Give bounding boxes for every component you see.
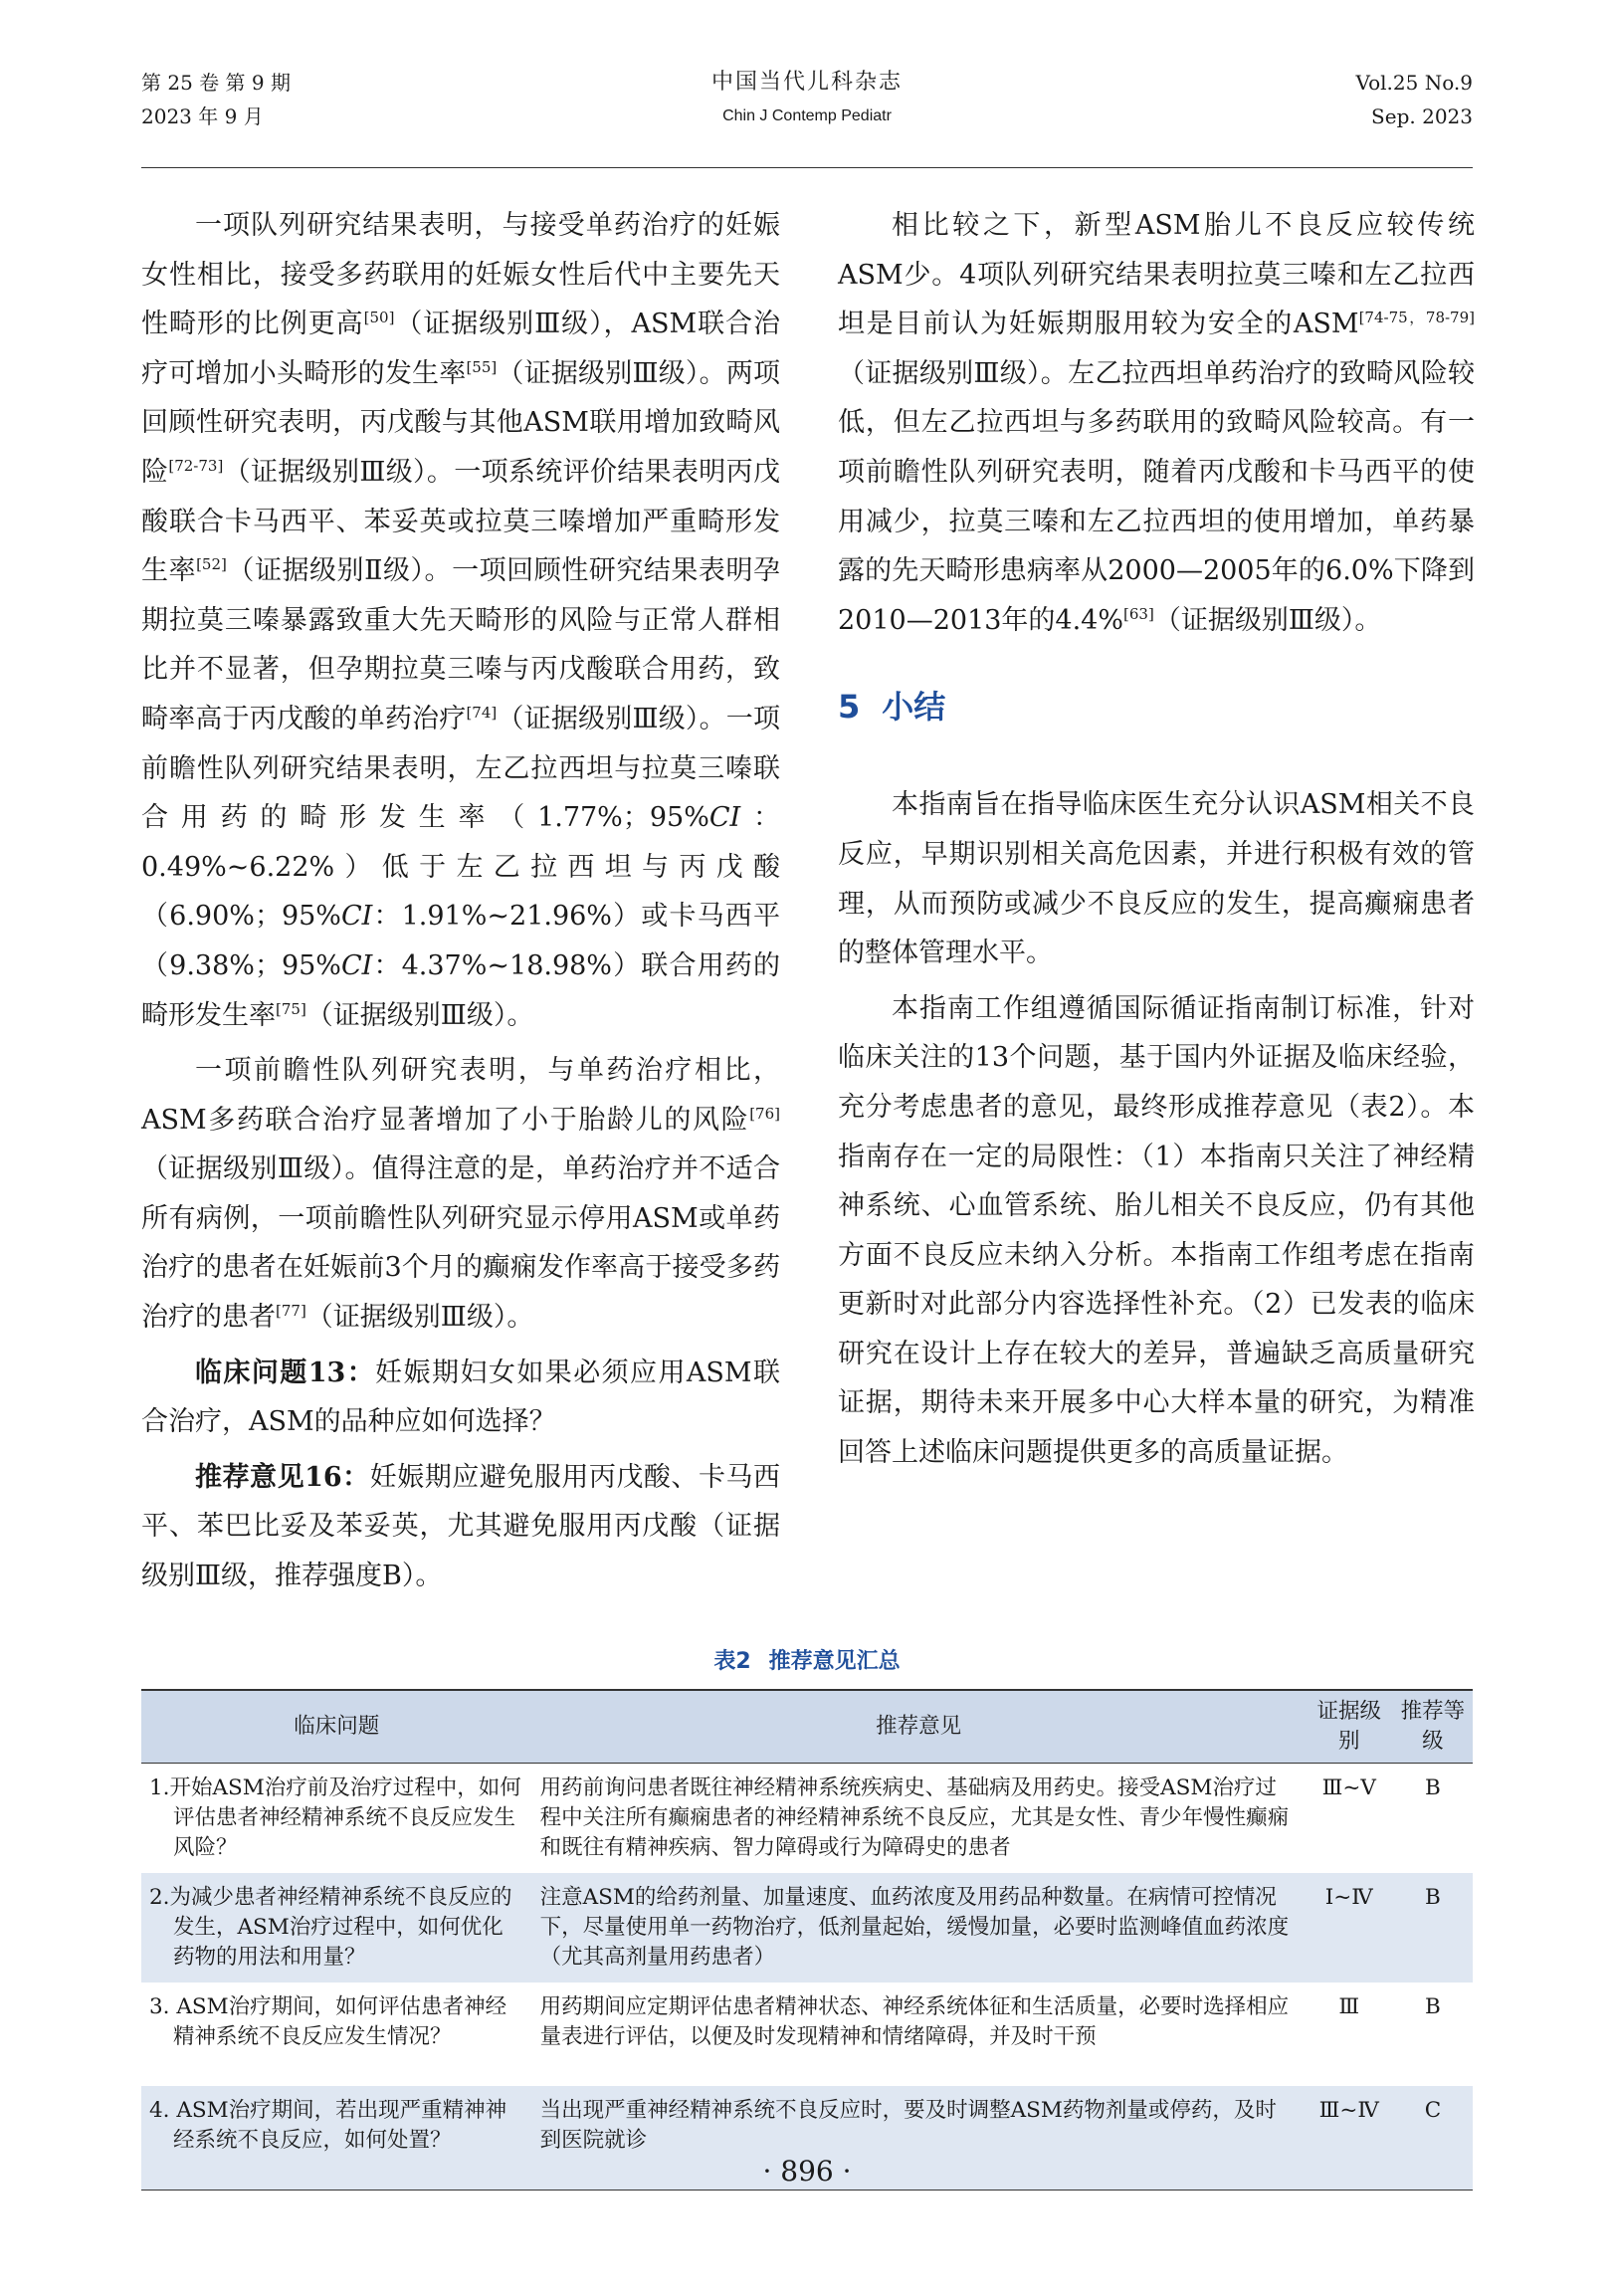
section-title: 小结 [882,688,946,727]
text-run: （证据级别Ⅲ级）。左乙拉西坦单药治疗的致畸风险较低，但左乙拉西坦与多药联用的致畸风险较高。有一项前瞻性队列研究表明，随着丙戊酸和卡马西平的使用减少，拉莫三嗪和左乙拉西坦的使用增加，单药暴露的先天畸形患病率从2000—2005年的6.0%下降到2010—2013年的4.4% [838,357,1475,636]
text-run: 一项前瞻性队列研究表明，与单药治疗相比，ASM多药联合治疗显著增加了小于胎龄儿的风险 [141,1055,780,1136]
recommendation-cell: 当出现严重神经精神系统不良反应时，要及时调整ASM药物剂量或停药，及时到医院就诊 [539,2098,1277,2153]
journal-title-cn: 中国当代儿科杂志 [710,70,903,95]
column-header: 推荐等级 [1400,1699,1466,1754]
clinical-question-13 [141,1349,780,1447]
text-run: （证据级别Ⅱ级）。一项回顾性研究结果表明孕期拉莫三嗪暴露致重大先天畸形的风险与正常人群相比并不显著，但孕期拉莫三嗪与丙戊酸联合用药，致畸率高于丙戊酸的单药治疗 [141,555,780,734]
citation: [72-73] [168,456,224,475]
citation: [76] [749,1104,780,1123]
citation: [75] [276,999,306,1018]
citation: [74-75，78-79] [1358,309,1475,327]
citation: [52] [196,555,227,574]
text-run: 相比较之下，新型ASM胎儿不良反应较传统ASM少。4项队列研究结果表明拉莫三嗪和左乙拉西坦是目前认为妊娠期服用较为安全的ASM [838,210,1475,340]
citation: [77] [276,1302,306,1321]
section-number: 5 [838,688,861,727]
recommendation-16 [141,1453,780,1601]
column-header: 临床问题 [294,1714,380,1739]
evidence-level-cell: Ⅲ [1338,1994,1360,2019]
recommendation-text: 妊娠期应避免服用丙戊酸、卡马西平、苯巴比妥及苯妥英，尤其避免服用丙戊酸（证据级别Ⅲ级，推荐强度B）。 [141,1461,780,1592]
text-run: （证据级别Ⅲ级）。值得注意的是，单药治疗并不适合所有病例，一项前瞻性队列研究显示停用ASM或单药治疗的患者在妊娠前3个月的癫痫发作率高于接受多药治疗的患者 [141,1153,780,1334]
right-column [838,201,1475,1478]
recommendation-cell: 用药期间应定期评估患者精神状态、神经系统体征和生活质量，必要时选择相应量表进行评估，以便及时发现精神和情绪障碍，并及时干预 [539,1994,1290,2049]
text-run: （证据级别Ⅲ级）。 [305,1302,534,1334]
paragraph [838,201,1475,645]
question-cell [141,1873,532,1983]
table-number: 表2 [713,1649,751,1674]
evidence-level-cell: Ⅲ~Ⅴ [1321,1775,1376,1800]
text-run: （证据级别Ⅲ级）。一项前瞻性队列研究结果表明，左乙拉西坦与拉莫三嗪联合用药的畸形发生率（1.77%；95% [141,703,780,834]
text-run: （证据级别Ⅲ级）。一项系统评价结果表明丙戊酸联合卡马西平、苯妥英或拉莫三嗪增加严重畸形发生率 [141,456,780,587]
table-row [141,1983,1473,2086]
paragraph [141,201,780,1040]
volume-issue-cn: 第 25 卷 第 9 期 [141,71,291,95]
cell-text: 4. ASM治疗期间，若出现严重精神神经系统不良反应，如何处置？ [149,2098,507,2153]
ci-symbol: CI [340,949,373,981]
citation: [74] [466,703,498,722]
table-row [141,1873,1473,1983]
cell-text: 1.开始ASM治疗前及治疗过程中，如何评估患者神经精神系统不良反应发生风险？ [149,1775,521,1860]
date-en: Sep. 2023 [1371,104,1473,128]
text-run: 一项队列研究结果表明，与接受单药治疗的妊娠女性相比，接受多药联用的妊娠女性后代中主要先天性畸形的比例更高 [141,210,780,340]
text-run: （证据级别Ⅲ级）。两项回顾性研究表明，丙戊酸与其他ASM联用增加致畸风险 [141,357,780,488]
text-run: ：1.91%~21.96%）或卡马西平（9.38%；95% [141,901,780,981]
table-header-row [141,1690,1473,1764]
cell-text: 3. ASM治疗期间，如何评估患者神经精神系统不良反应发生情况？ [149,1994,507,2049]
journal-issue-info-en [1356,66,1473,133]
grade-cell: B [1425,1885,1441,1910]
volume-issue-en: Vol.25 No.9 [1355,71,1473,95]
paragraph: 本指南旨在指导临床医生充分认识ASM相关不良反应，早期识别相关高危因素，并进行积极有效的管理，从而预防或减少不良反应的发生，提高癫痫患者的整体管理水平。 [838,789,1475,969]
journal-title-en: Chin J Contemp Pediatr [722,107,892,124]
citation: [63] [1123,604,1154,623]
question-text: 妊娠期妇女如果必须应用ASM联合治疗，ASM的品种应如何选择？ [141,1357,780,1438]
question-label: 临床问题13： [195,1357,376,1388]
grade-cell: C [1424,2098,1442,2123]
paragraph: 本指南工作组遵循国际循证指南制订标准，针对临床关注的13个问题，基于国内外证据及临床经验，充分考虑患者的意见，最终形成推荐意见（表2）。本指南存在一定的局限性：（1）本指南只关注了神经精神系统、心血管系统、胎儿相关不良反应，仍有其他方面不良反应未纳入分析。本指南工作组考虑在指南更新时对此部分内容选择性补充。（2）已发表的临床研究在设计上存在较大的差异，普遍缺乏高质量研究证据，期待未来开展多中心大样本量的研究，为精准回答上述临床问题提供更多的高质量证据。 [838,992,1475,1469]
left-column [141,201,780,1601]
text-run: （证据级别Ⅲ级），ASM联合治疗可增加小头畸形的发生率 [141,309,780,389]
date-cn: 2023 年 9 月 [141,104,264,128]
table-row [141,1764,1473,1874]
cell-text: 2.为减少患者神经精神系统不良反应的发生，ASM治疗过程中，如何优化药物的用法和用量？ [149,1885,512,1970]
column-header: 证据级别 [1316,1699,1382,1754]
text-run: （证据级别Ⅲ级）。 [1153,604,1382,636]
ci-symbol: CI [708,802,741,834]
recommendation-cell: 注意ASM的给药剂量、加量速度、血药浓度及用药品种数量。在病情可控情况下，尽量使用单一药物治疗，低剂量起始，缓慢加量，必要时监测峰值血药浓度（尤其高剂量用药患者） [539,1885,1290,1970]
page-number: · 896 · [762,2155,852,2188]
ci-symbol: CI [340,901,373,933]
evidence-level-cell: Ⅰ~Ⅳ [1324,1885,1373,1910]
column-header: 推荐意见 [876,1714,962,1739]
citation: [50] [363,309,395,327]
recommendation-label: 推荐意见16： [195,1461,370,1493]
text-run: ：0.49%~6.22%）低于左乙拉西坦与丙戊酸（6.90%；95% [141,802,780,933]
section-heading [838,685,1475,729]
evidence-level-cell: Ⅲ~Ⅳ [1318,2098,1379,2123]
header-divider [141,167,1473,168]
citation: [55] [466,357,498,376]
table-caption [0,1645,1614,1679]
text-run: ：4.37%~18.98%）联合用药的畸形发生率 [141,949,780,1031]
recommendation-table [141,1689,1473,2191]
text-run: （证据级别Ⅲ级）。 [305,999,534,1031]
table-title: 推荐意见汇总 [768,1649,901,1674]
grade-cell: B [1425,1775,1441,1800]
question-cell [141,1983,532,2086]
grade-cell: B [1425,1994,1441,2019]
question-cell [141,1764,532,1874]
recommendation-cell: 用药前询问患者既往神经精神系统疾病史、基础病及用药史。接受ASM治疗过程中关注所有癫痫患者的神经精神系统不良反应，尤其是女性、青少年慢性癫痫和既往有精神疾病、智力障碍或行为障碍史的患者 [539,1775,1290,1860]
paragraph [141,1046,780,1343]
